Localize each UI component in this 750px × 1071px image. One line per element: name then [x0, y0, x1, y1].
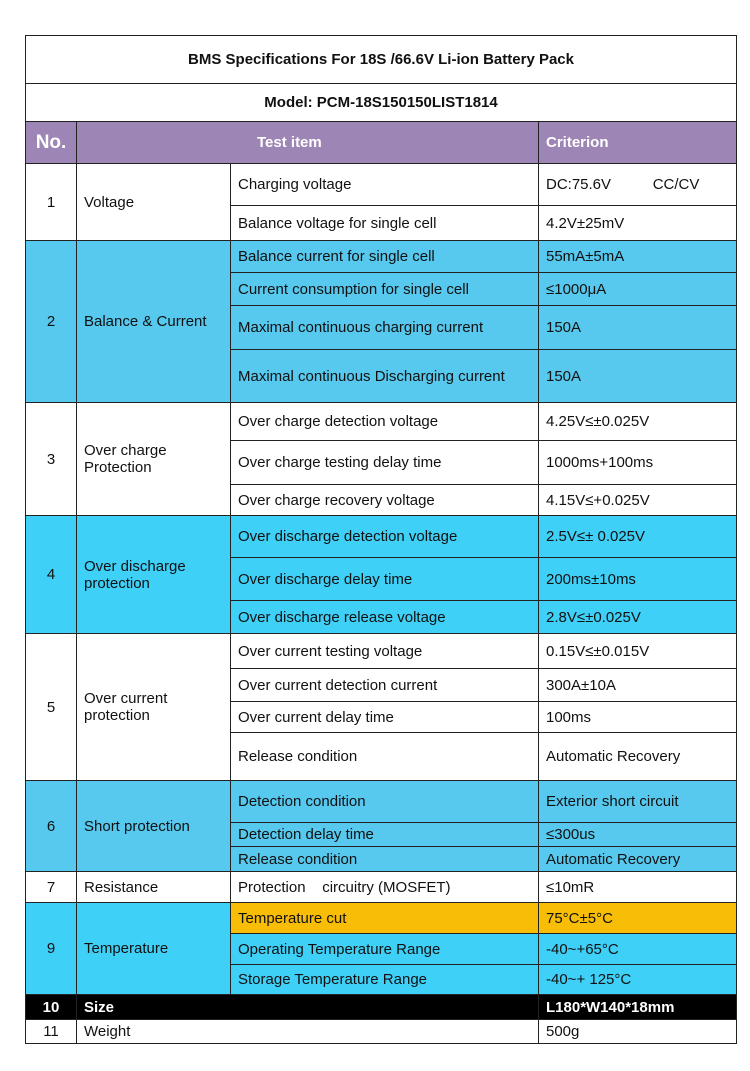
category-label: Over discharge protection: [77, 516, 231, 634]
test-item: Temperature cut: [231, 903, 539, 934]
row-number: 4: [26, 516, 77, 634]
model-label: Model: PCM-18S150150LIST1814: [26, 84, 737, 122]
criterion-value: 75°C±5°C: [539, 903, 737, 934]
test-item: Maximal continuous Discharging current: [231, 350, 539, 403]
criterion-value: Automatic Recovery: [539, 733, 737, 781]
criterion-value: 4.25V≤±0.025V: [539, 403, 737, 441]
test-item: Current consumption for single cell: [231, 273, 539, 306]
table-row: [26, 241, 737, 273]
criterion-value: Exterior short circuit: [539, 781, 737, 823]
row-number: 10: [26, 995, 77, 1020]
criterion-value: 150A: [539, 306, 737, 350]
test-item: Detection delay time: [231, 823, 539, 847]
row-number: 3: [26, 403, 77, 516]
test-item: Over discharge detection voltage: [231, 516, 539, 558]
test-item: Over charge detection voltage: [231, 403, 539, 441]
criterion-value: ≤300us: [539, 823, 737, 847]
criterion-value: ≤10mR: [539, 872, 737, 903]
header-row: [26, 122, 737, 164]
criterion-value: 200ms±10ms: [539, 558, 737, 601]
criterion-value: 0.15V≤±0.015V: [539, 634, 737, 669]
category-label: Temperature: [77, 903, 231, 995]
table-row: [26, 903, 737, 934]
criterion-value: 150A: [539, 350, 737, 403]
category-label: Voltage: [77, 164, 231, 241]
criterion-value: 2.5V≤± 0.025V: [539, 516, 737, 558]
table-row: [26, 403, 737, 441]
test-item: Over current detection current: [231, 669, 539, 702]
test-item: Over current delay time: [231, 702, 539, 733]
header-criterion: Criterion: [539, 122, 737, 164]
test-item: Over charge testing delay time: [231, 441, 539, 485]
test-item: Operating Temperature Range: [231, 934, 539, 965]
row-number: 9: [26, 903, 77, 995]
table-row: [26, 995, 737, 1020]
table-row: [26, 872, 737, 903]
category-label: Resistance: [77, 872, 231, 903]
test-item: Storage Temperature Range: [231, 965, 539, 995]
test-item: Maximal continuous charging current: [231, 306, 539, 350]
category-label: Weight: [77, 1020, 539, 1044]
criterion-value: 300A±10A: [539, 669, 737, 702]
header-test-item: Test item: [77, 122, 539, 164]
table-row: [26, 781, 737, 823]
category-label: Over charge Protection: [77, 403, 231, 516]
table-row: [26, 634, 737, 669]
test-item: Over current testing voltage: [231, 634, 539, 669]
row-number: 6: [26, 781, 77, 872]
category-label: Short protection: [77, 781, 231, 872]
table-row: [26, 164, 737, 206]
criterion-value: 100ms: [539, 702, 737, 733]
criterion-value: 500g: [539, 1020, 737, 1044]
criterion-value: 55mA±5mA: [539, 241, 737, 273]
criterion-value: L180*W140*18mm: [539, 995, 737, 1020]
table-row: [26, 1020, 737, 1044]
criterion-value: 1000ms+100ms: [539, 441, 737, 485]
table-title: BMS Specifications For 18S /66.6V Li-ion Battery Pack: [26, 36, 737, 84]
row-number: 2: [26, 241, 77, 403]
criterion-value: 4.15V≤+0.025V: [539, 485, 737, 516]
test-item: Charging voltage: [231, 164, 539, 206]
row-number: 11: [26, 1020, 77, 1044]
test-item: Over discharge delay time: [231, 558, 539, 601]
criterion-value: Automatic Recovery: [539, 847, 737, 872]
test-item: Protection circuitry (MOSFET): [231, 872, 539, 903]
row-number: 5: [26, 634, 77, 781]
category-label: Over current protection: [77, 634, 231, 781]
test-item: Release condition: [231, 733, 539, 781]
bms-spec-table: [25, 35, 737, 1044]
category-label: Balance & Current: [77, 241, 231, 403]
criterion-value: -40~+65°C: [539, 934, 737, 965]
test-item: Over charge recovery voltage: [231, 485, 539, 516]
header-no: No.: [26, 122, 77, 164]
category-label: Size: [77, 995, 539, 1020]
criterion-value: -40~+ 125°C: [539, 965, 737, 995]
table-row: [26, 516, 737, 558]
row-number: 7: [26, 872, 77, 903]
criterion-value: DC:75.6V CC/CV: [539, 164, 737, 206]
test-item: Release condition: [231, 847, 539, 872]
test-item: Over discharge release voltage: [231, 601, 539, 634]
row-number: 1: [26, 164, 77, 241]
test-item: Balance voltage for single cell: [231, 206, 539, 241]
criterion-value: ≤1000μA: [539, 273, 737, 306]
test-item: Balance current for single cell: [231, 241, 539, 273]
test-item: Detection condition: [231, 781, 539, 823]
criterion-value: 4.2V±25mV: [539, 206, 737, 241]
criterion-value: 2.8V≤±0.025V: [539, 601, 737, 634]
